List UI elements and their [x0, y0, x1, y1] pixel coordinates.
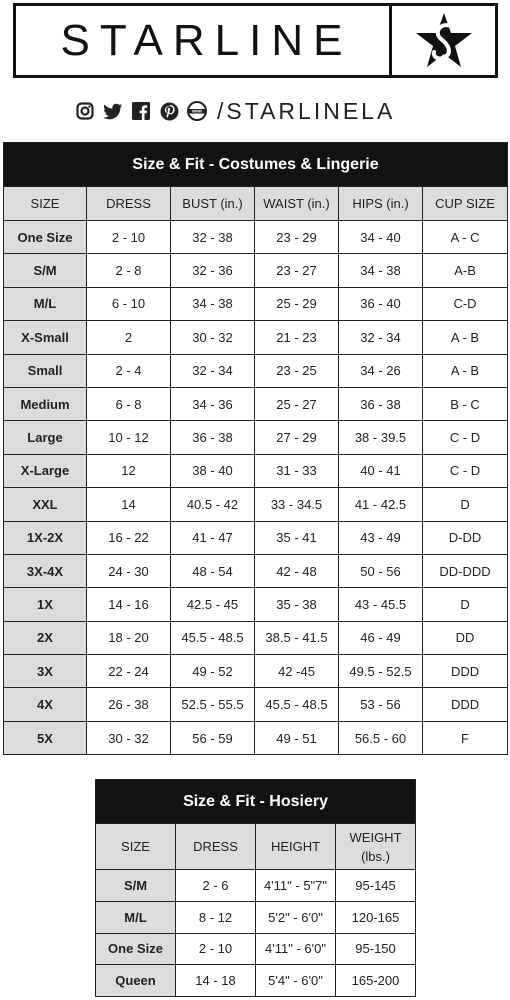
brand-name: STARLINE [60, 15, 353, 65]
table-cell: 2 - 10 [176, 933, 256, 965]
size-cell: X-Small [4, 321, 87, 354]
table-row [4, 421, 508, 454]
size-cell: Medium [4, 387, 87, 420]
size-cell: S/M [4, 254, 87, 287]
table-cell: C - D [423, 454, 508, 487]
table-cell: 4'11" - 5"7" [256, 870, 336, 902]
instagram-icon[interactable] [75, 101, 95, 121]
table-cell: 14 - 18 [176, 965, 256, 997]
table-cell: 42 -45 [255, 655, 339, 688]
table-row [4, 621, 508, 654]
column-header: WAIST (in.) [255, 187, 339, 221]
table-cell: 25 - 27 [255, 387, 339, 420]
table-cell: 31 - 33 [255, 454, 339, 487]
column-header: HIPS (in.) [339, 187, 423, 221]
hosiery-size-table [95, 779, 416, 997]
table-cell: 35 - 38 [255, 588, 339, 621]
table-cell: 14 [87, 488, 171, 521]
table-cell: 30 - 32 [87, 721, 171, 754]
table-cell: DD-DDD [423, 554, 508, 587]
table-cell: 25 - 29 [255, 287, 339, 320]
table-row [4, 454, 508, 487]
table-cell: 41 - 47 [171, 521, 255, 554]
twitter-icon[interactable] [103, 101, 123, 121]
table-cell: 23 - 25 [255, 354, 339, 387]
table-cell: 27 - 29 [255, 421, 339, 454]
table-row [4, 387, 508, 420]
size-cell: S/M [96, 870, 176, 902]
table-row [4, 488, 508, 521]
table-cell: 46 - 49 [339, 621, 423, 654]
table-cell: 32 - 34 [171, 354, 255, 387]
table-cell: 8 - 12 [176, 901, 256, 933]
table-cell: 6 - 10 [87, 287, 171, 320]
table-row [96, 870, 416, 902]
table-cell: 49 - 51 [255, 721, 339, 754]
table-cell: 6 - 8 [87, 387, 171, 420]
table-cell: 32 - 34 [339, 321, 423, 354]
table-cell: 41 - 42.5 [339, 488, 423, 521]
table-cell: 18 - 20 [87, 621, 171, 654]
size-cell: 2X [4, 621, 87, 654]
brand-logo [13, 3, 498, 78]
table-cell: 34 - 38 [171, 287, 255, 320]
table-cell: 34 - 40 [339, 221, 423, 254]
table-cell: 49 - 52 [171, 655, 255, 688]
table-cell: DD [423, 621, 508, 654]
table-cell: 38 - 39.5 [339, 421, 423, 454]
size-cell: M/L [96, 901, 176, 933]
size-cell: 5X [4, 721, 87, 754]
column-header: CUP SIZE [423, 187, 508, 221]
table-cell: 26 - 38 [87, 688, 171, 721]
table-row [4, 354, 508, 387]
column-header: SIZE [96, 824, 176, 870]
table-cell: 2 - 8 [87, 254, 171, 287]
table-cell: 56.5 - 60 [339, 721, 423, 754]
table-cell: 95-150 [336, 933, 416, 965]
table-cell: 120-165 [336, 901, 416, 933]
size-cell: Queen [96, 965, 176, 997]
table-cell: D-DD [423, 521, 508, 554]
star-logo-icon [389, 6, 495, 75]
table-cell: C-D [423, 287, 508, 320]
hosiery-table-title: Size & Fit - Hosiery [96, 780, 416, 824]
size-cell: Small [4, 354, 87, 387]
social-handle[interactable]: /STARLINELA [217, 97, 396, 124]
table-cell: 2 [87, 321, 171, 354]
table-cell: 12 [87, 454, 171, 487]
table-row [4, 254, 508, 287]
table-cell: 50 - 56 [339, 554, 423, 587]
table-cell: 43 - 49 [339, 521, 423, 554]
table-cell: 40.5 - 42 [171, 488, 255, 521]
table-cell: 34 - 26 [339, 354, 423, 387]
table-cell: 4'11" - 6'0" [256, 933, 336, 965]
table-row [4, 221, 508, 254]
column-header: DRESS [176, 824, 256, 870]
column-header: HEIGHT [256, 824, 336, 870]
table-cell: 36 - 40 [339, 287, 423, 320]
size-cell: XXL [4, 488, 87, 521]
table-cell: 49.5 - 52.5 [339, 655, 423, 688]
table-row [96, 901, 416, 933]
table-cell: 2 - 4 [87, 354, 171, 387]
table-cell: 23 - 27 [255, 254, 339, 287]
table-cell: 43 - 45.5 [339, 588, 423, 621]
www-icon[interactable] [187, 101, 207, 121]
costumes-table-title: Size & Fit - Costumes & Lingerie [4, 143, 508, 187]
svg-text:www: www [192, 108, 202, 114]
column-header: DRESS [87, 187, 171, 221]
table-cell: 24 - 30 [87, 554, 171, 587]
facebook-icon[interactable] [131, 101, 151, 121]
table-cell: A-B [423, 254, 508, 287]
table-cell: 14 - 16 [87, 588, 171, 621]
table-cell: 38 - 40 [171, 454, 255, 487]
table-cell: 53 - 56 [339, 688, 423, 721]
table-cell: 35 - 41 [255, 521, 339, 554]
column-header: WEIGHT (lbs.) [336, 824, 416, 870]
table-cell: DDD [423, 655, 508, 688]
costumes-size-table [3, 142, 508, 755]
table-cell: 33 - 34.5 [255, 488, 339, 521]
size-cell: M/L [4, 287, 87, 320]
table-cell: 42.5 - 45 [171, 588, 255, 621]
table-cell: 34 - 38 [339, 254, 423, 287]
table-cell: 30 - 32 [171, 321, 255, 354]
social-links [75, 96, 395, 126]
table-cell: 165-200 [336, 965, 416, 997]
table-cell: 56 - 59 [171, 721, 255, 754]
table-row [4, 287, 508, 320]
table-cell: 2 - 10 [87, 221, 171, 254]
table-cell: 36 - 38 [339, 387, 423, 420]
size-cell: 1X [4, 588, 87, 621]
size-cell: 3X [4, 655, 87, 688]
table-cell: A - C [423, 221, 508, 254]
table-cell: D [423, 588, 508, 621]
table-cell: F [423, 721, 508, 754]
table-cell: 5'4" - 6'0" [256, 965, 336, 997]
table-row [4, 521, 508, 554]
table-cell: 38.5 - 41.5 [255, 621, 339, 654]
size-cell: X-Large [4, 454, 87, 487]
column-header: SIZE [4, 187, 87, 221]
table-cell: 45.5 - 48.5 [255, 688, 339, 721]
table-cell: 40 - 41 [339, 454, 423, 487]
table-cell: A - B [423, 354, 508, 387]
size-cell: Large [4, 421, 87, 454]
table-row [4, 721, 508, 754]
table-row [96, 933, 416, 965]
table-row [4, 588, 508, 621]
table-cell: 32 - 38 [171, 221, 255, 254]
table-cell: 10 - 12 [87, 421, 171, 454]
table-cell: C - D [423, 421, 508, 454]
table-row [4, 688, 508, 721]
table-cell: 23 - 29 [255, 221, 339, 254]
table-cell: 36 - 38 [171, 421, 255, 454]
table-cell: 16 - 22 [87, 521, 171, 554]
table-cell: 52.5 - 55.5 [171, 688, 255, 721]
table-cell: 42 - 48 [255, 554, 339, 587]
table-row [4, 321, 508, 354]
table-cell: 48 - 54 [171, 554, 255, 587]
size-cell: One Size [96, 933, 176, 965]
size-cell: 3X-4X [4, 554, 87, 587]
table-cell: 32 - 36 [171, 254, 255, 287]
table-cell: D [423, 488, 508, 521]
table-cell: 45.5 - 48.5 [171, 621, 255, 654]
table-row [4, 554, 508, 587]
column-header: BUST (in.) [171, 187, 255, 221]
table-cell: 2 - 6 [176, 870, 256, 902]
table-cell: 34 - 36 [171, 387, 255, 420]
size-cell: 1X-2X [4, 521, 87, 554]
table-cell: DDD [423, 688, 508, 721]
table-row [4, 655, 508, 688]
pinterest-icon[interactable] [159, 101, 179, 121]
table-cell: 95-145 [336, 870, 416, 902]
table-cell: 5'2" - 6'0" [256, 901, 336, 933]
table-cell: A - B [423, 321, 508, 354]
table-cell: B - C [423, 387, 508, 420]
size-cell: One Size [4, 221, 87, 254]
table-cell: 21 - 23 [255, 321, 339, 354]
size-cell: 4X [4, 688, 87, 721]
table-cell: 22 - 24 [87, 655, 171, 688]
table-row [96, 965, 416, 997]
